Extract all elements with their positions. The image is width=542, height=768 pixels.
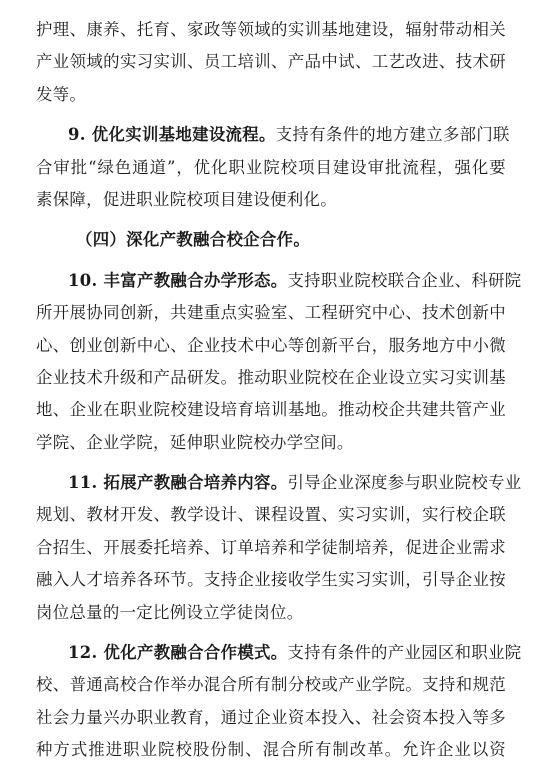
text-line: 社会力量兴办职业教育，通过企业资本投入、社会资本投入等多 [36, 707, 506, 727]
section-heading: （四）深化产教融合校企合作。 [76, 230, 311, 250]
text-line: 融入人才培养各环节。支持企业接收学生实习实训，引导企业按 [36, 570, 506, 590]
text-line: 校、普通高校合作举办混合所有制分校或产业学院。支持和规范 [36, 675, 506, 695]
text-line: 地、企业在职业院校建设培育培训基地。推动校企共建共管产业 [36, 400, 506, 420]
item-text: 支持职业院校联合企业、科研院 [287, 270, 522, 290]
paragraph-first-line [36, 119, 510, 151]
text-line: 企业技术升级和产品研发。推动职业院校在企业设立实习实训基 [36, 367, 506, 387]
text-line: 规划、教材开发、教学设计、课程设置、实习实训，实行校企联 [36, 505, 506, 525]
item-text: 支持有条件的产业园区和职业院 [287, 643, 522, 663]
item-heading: 9. 优化实训基地建设流程。 [68, 125, 276, 145]
item-text: 支持有条件的地方建立多部门联 [275, 125, 510, 145]
paragraph-first-line [36, 467, 522, 499]
document-page [36, 0, 522, 767]
text-line: 素保障，促进职业院校项目建设便利化。 [36, 189, 337, 209]
text-line: 发等。 [36, 84, 87, 104]
text-line: 所开展协同创新，共建重点实验室、工程研究中心、技术创新中 [36, 303, 506, 323]
item-text: 引导企业深度参与职业院校专业 [287, 473, 522, 493]
text-line: 产业领域的实习实训、员工培训、产品中试、工艺改进、技术研 [36, 52, 506, 72]
item-heading: 10. 丰富产教融合办学形态。 [68, 270, 288, 290]
text-line: 种方式推进职业院校股份制、混合所有制改革。允许企业以资 [36, 740, 506, 760]
paragraph-first-line [36, 265, 522, 297]
paragraph-first-line [36, 637, 522, 669]
item-heading: 12. 优化产教融合合作模式。 [68, 643, 288, 663]
text-line: 岗位总量的一定比例设立学徒岗位。 [36, 602, 304, 622]
text-line: 心、创业创新中心、企业技术中心等创新平台，服务地方中小微 [36, 335, 506, 355]
text-line: 合招生、开展委托培养、订单培养和学徒制培养，促进企业需求 [36, 537, 506, 557]
item-heading: 11. 拓展产教融合培养内容。 [68, 473, 288, 493]
text-line: 合审批“绿色通道”，优化职业院校项目建设审批流程，强化要 [36, 157, 506, 177]
text-line: 学院、企业学院，延伸职业院校办学空间。 [36, 432, 354, 452]
text-line: 护理、康养、托育、家政等领域的实训基地建设，辐射带动相关 [36, 20, 506, 39]
